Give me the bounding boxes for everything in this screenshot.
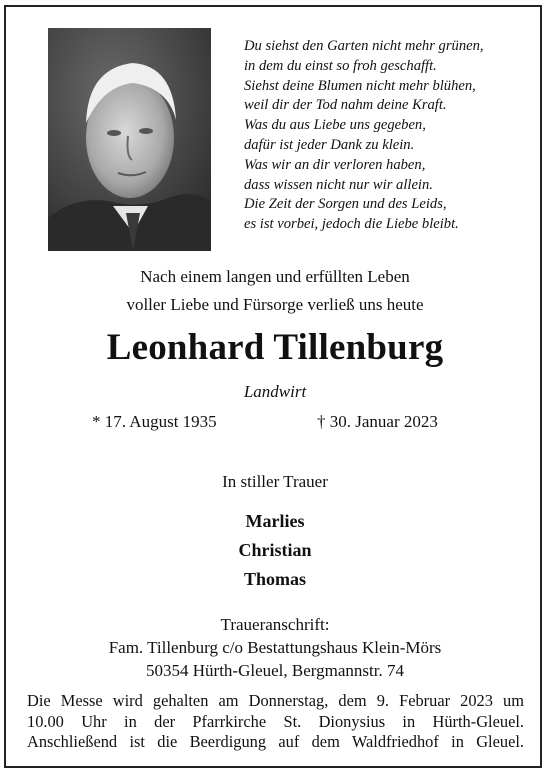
funeral-line: 10.00 Uhr in der Pfarrkirche St. Dionysius in Hürth-Gleuel. (27, 711, 524, 731)
address-line: Fam. Tillenburg c/o Bestattungshaus Klein-Mörs (108, 638, 442, 657)
portrait-photo (48, 28, 211, 251)
intro-line: Nach einem langen und erfüllten Leben (140, 267, 410, 286)
funeral-line: Anschließend ist die Beerdigung auf dem Waldfriedhof in Gleuel. (27, 732, 524, 751)
family-member: Marlies (245, 511, 305, 531)
occupation: Landwirt (243, 382, 307, 401)
poem-line: weil dir der Tod nahm deine Kraft. (244, 97, 447, 114)
intro-text (0, 263, 550, 319)
poem-line: Was wir an dir verloren haben, (244, 156, 426, 173)
poem-line: dafür ist jeder Dank zu klein. (244, 136, 415, 153)
funeral-info (27, 691, 524, 753)
address-line: 50354 Hürth-Gleuel, Bergmannstr. 74 (146, 661, 404, 680)
poem-line: Siehst deine Blumen nicht mehr blühen, (244, 77, 476, 94)
poem-line: es ist vorbei, jedoch die Liebe bleibt. (244, 216, 459, 233)
family-names (0, 507, 550, 594)
poem-line: dass wissen nicht nur wir allein. (244, 176, 433, 193)
poem-line: in dem du einst so froh geschafft. (244, 57, 437, 74)
poem (244, 37, 534, 235)
mourning-address (0, 613, 550, 682)
poem-line: Die Zeit der Sorgen und des Leids, (244, 196, 447, 213)
funeral-line: Die Messe wird gehalten am Donnerstag, dem 9. Februar 2023 um (27, 691, 524, 710)
address-label: Traueranschrift: (220, 615, 330, 634)
death-date: † 30. Januar 2023 (317, 412, 438, 431)
mourning-line: In stiller Trauer (222, 472, 328, 491)
deceased-name: Leonhard Tillenburg (106, 327, 444, 368)
intro-line: voller Liebe und Fürsorge verließ uns heute (126, 295, 424, 314)
family-member: Christian (238, 540, 312, 560)
poem-line: Was du aus Liebe uns gegeben, (244, 117, 426, 134)
family-member: Thomas (243, 569, 306, 589)
poem-line: Du siehst den Garten nicht mehr grünen, (244, 38, 484, 54)
birth-date: * 17. August 1935 (92, 412, 217, 431)
